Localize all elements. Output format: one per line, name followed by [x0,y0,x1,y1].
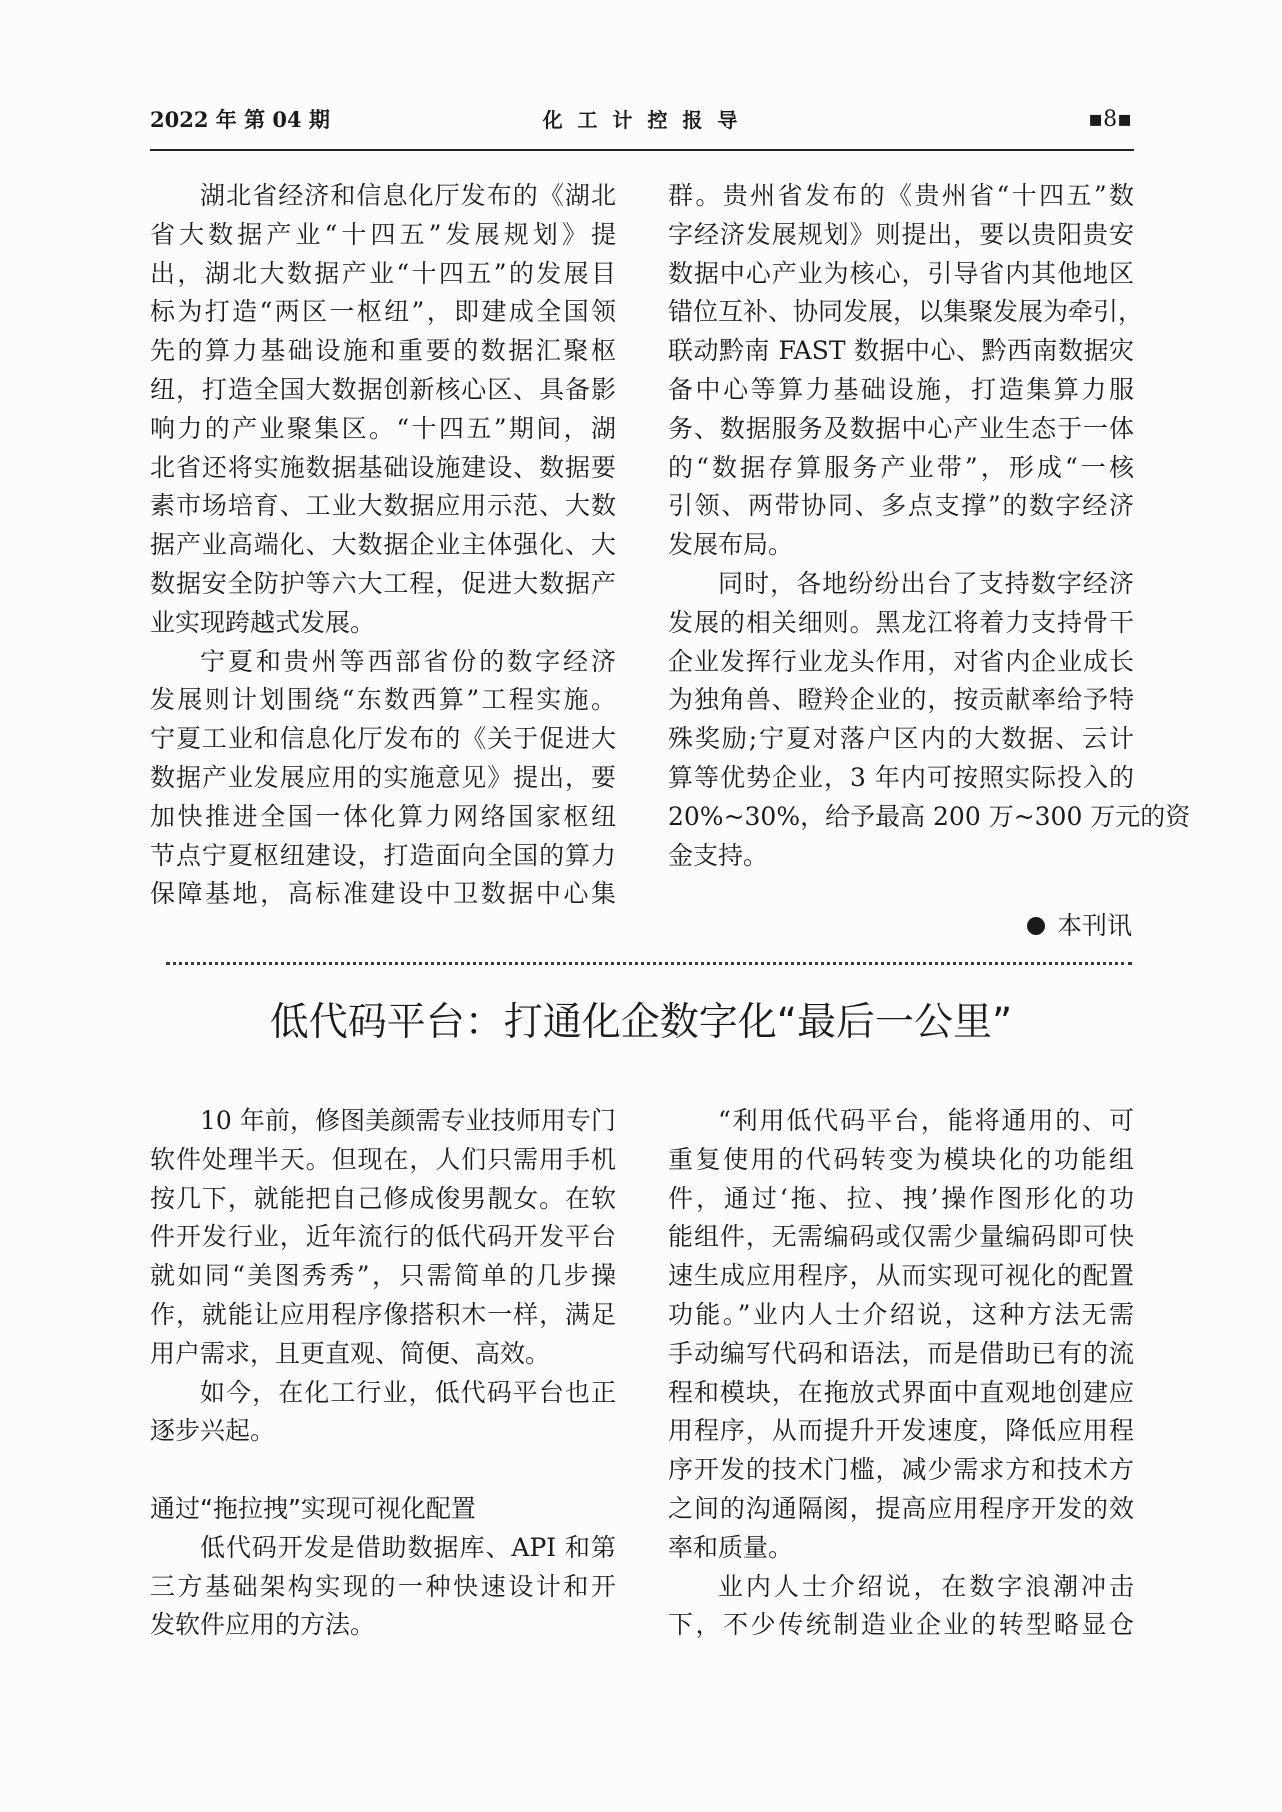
paragraph [668,1568,1134,1646]
text-line: 逐步兴起。 [150,1416,276,1446]
text-line: 用程序，从而提升开发速度，降低应用程 [668,1416,1134,1446]
text-line: 作，就能让应用程序像搭积木一样，满足 [150,1299,616,1329]
byline [668,907,1132,945]
text-line: 加快推进全国一体化算力网络国家枢纽 [150,801,616,831]
paragraph [150,1102,616,1374]
text-line: 宁夏和贵州等西部省份的数字经济 [200,646,616,676]
article1-left-column [150,177,616,914]
text-line: 之间的沟通隔阂，提高应用程序开发的效 [668,1493,1134,1523]
text-line: 业内人士介绍说，在数字浪潮冲击 [718,1571,1134,1601]
running-header [150,106,1134,134]
byline-text: 本刊讯 [1056,911,1132,940]
text-line: 发软件应用的方法。 [150,1610,376,1640]
text-line: 引领、两带协同、多点支撑”的数字经济 [668,491,1134,521]
text-line: 按几下，就能把自己修成俊男靓女。在软 [150,1183,616,1213]
text-line: 企业发挥行业龙头作用，对省内企业成长 [668,646,1134,676]
text-line: 软件处理半天。但现在，人们只需用手机 [150,1144,616,1174]
text-line: 同时，各地纷纷出台了支持数字经济 [718,568,1134,598]
text-line: 件，通过‘拖、拉、拽’操作图形化的功 [668,1183,1134,1213]
section-heading: 通过“拖拉拽”实现可视化配置 [150,1493,476,1523]
text-line: 联动黔南 FAST 数据中心、黔西南数据灾 [668,336,1134,366]
text-line: 业实现跨越式发展。 [150,607,376,637]
text-line: 殊奖励;宁夏对落户区内的大数据、云计 [668,724,1134,754]
text-line: 如今，在化工行业，低代码平台也正 [200,1377,616,1407]
text-line: 发展布局。 [668,530,794,560]
article-title: 低代码平台：打通化企数字化“最后一公里” [269,1000,1013,1045]
text-line: 数据安全防护等六大工程，促进大数据产 [150,568,616,598]
text-line: 序开发的技术门槛，减少需求方和技术方 [668,1455,1134,1485]
text-line: 程和模块，在拖放式界面中直观地创建应 [668,1377,1134,1407]
text-line: 低代码开发是借助数据库、API 和第 [200,1532,616,1562]
text-line: 金支持。 [668,840,769,870]
text-line: 出，湖北大数据产业“十四五”的发展目 [150,258,616,288]
text-line: 湖北省经济和信息化厅发布的《湖北 [200,181,616,210]
text-line: 重复使用的代码转变为模块化的功能组 [668,1144,1134,1174]
article1-right-column [668,177,1191,875]
text-line: 速生成应用程序，从而实现可视化的配置 [668,1261,1134,1291]
text-line: 的“数据存算服务产业带”，形成“一核 [668,452,1134,482]
text-line: 能组件，无需编码或仅需少量编码即可快 [668,1222,1134,1252]
text-line: 下，不少传统制造业企业的转型略显仓 [668,1610,1134,1640]
text-line: 宁夏工业和信息化厅发布的《关于促进大 [150,724,616,754]
text-line: 20%~30%，给予最高 200 万~300 万元的资 [668,801,1191,831]
text-line: 字经济发展规划》则提出，要以贵阳贵安 [668,219,1134,249]
text-line: 保障基地，高标准建设中卫数据中心集 [150,879,616,909]
text-line: 数据中心产业为核心，引导省内其他地区 [668,258,1134,288]
page-number: ▪8▪ [1088,107,1132,132]
text-line: 功能。”业内人士介绍说，这种方法无需 [668,1299,1134,1329]
text-line: 响力的产业聚集区。“十四五”期间，湖 [150,413,616,443]
text-line: 件开发行业，近年流行的低代码开发平台 [150,1222,616,1252]
text-line: 用户需求，且更直观、简便、高效。 [150,1338,551,1368]
text-line: 省大数据产业“十四五”发展规划》提 [150,219,616,249]
text-line: 三方基础架构实现的一种快速设计和开 [150,1571,616,1601]
text-line: 节点宁夏枢纽建设，打造面向全国的算力 [150,840,616,870]
text-line: 北省还将实施数据基础设施建设、数据要 [150,452,616,482]
text-line: 纽，打造全国大数据创新核心区、具备影 [150,374,616,404]
text-line: 算等优势企业，3 年内可按照实际投入的 [668,762,1134,792]
text-line: 据产业高端化、大数据企业主体强化、大 [150,530,616,560]
paragraph [150,1529,616,1645]
text-line: 数据产业发展应用的实施意见》提出，要 [150,762,616,792]
paragraph [668,565,1191,875]
text-line: 率和质量。 [668,1532,794,1562]
article-separator [166,962,1132,965]
text-line: 错位互补、协同发展，以集聚发展为牵引， [668,297,1144,327]
text-line: “利用低代码平台，能将通用的、可 [718,1106,1134,1135]
journal-name: 化 工 计 控 报 导 [542,108,742,132]
paragraph [150,1374,616,1452]
header-rule [150,149,1134,151]
paragraph [668,177,1144,565]
text-line: 发展的相关细则。黑龙江将着力支持骨干 [668,607,1134,637]
text-line: 10 年前，修图美颜需专业技师用专门 [200,1106,616,1135]
paragraph [668,1102,1134,1568]
text-line: 为独角兽、瞪羚企业的，按贡献率给予特 [668,685,1134,715]
text-line: 就如同“美图秀秀”，只需简单的几步操 [150,1261,616,1291]
bullet-icon [1027,917,1045,935]
issue-label: 2022 年 第 04 期 [150,107,330,132]
text-line: 备中心等算力基础设施，打造集算力服 [668,374,1134,404]
paragraph [150,643,616,915]
text-line: 素市场培育、工业大数据应用示范、大数 [150,491,616,521]
text-line: 手动编写代码和语法，而是借助已有的流 [668,1338,1134,1368]
article2-right-column [668,1102,1134,1645]
paragraph [150,177,616,643]
text-line: 先的算力基础设施和重要的数据汇聚枢 [150,336,616,366]
text-line: 群。贵州省发布的《贵州省“十四五”数 [668,181,1134,210]
article2-left-column [150,1102,616,1645]
text-line: 标为打造“两区一枢纽”，即建成全国领 [150,297,616,327]
text-line: 发展则计划围绕“东数西算”工程实施。 [150,685,616,715]
text-line: 务、数据服务及数据中心产业生态于一体 [668,413,1134,443]
